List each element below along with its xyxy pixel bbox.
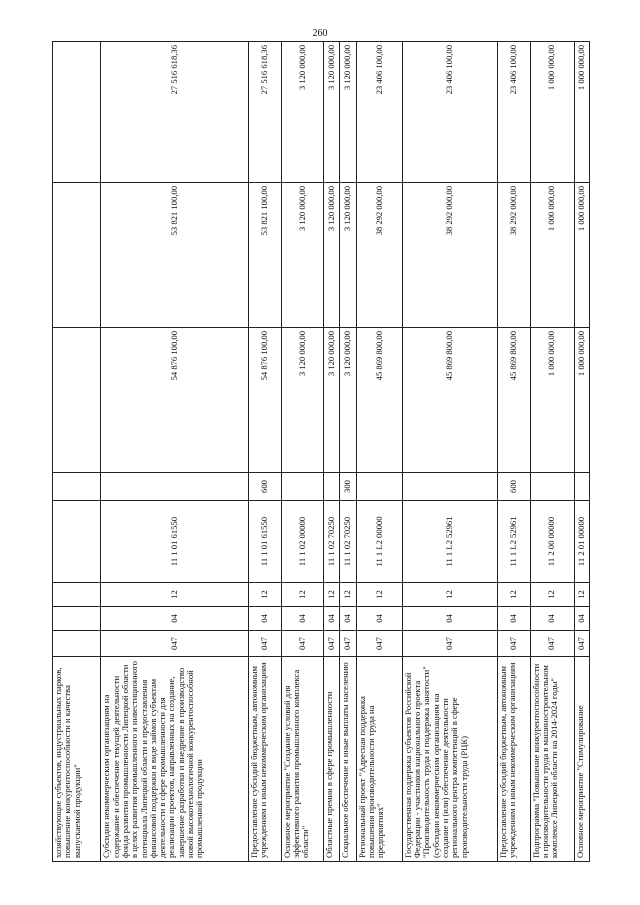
vr-cell (281, 473, 323, 501)
pr-cell: 12 (497, 583, 530, 607)
csr-cell: 11 2 01 00000 (574, 501, 589, 583)
sum-2023-cell: 3 120 000,00 (323, 183, 340, 328)
vr-cell: 600 (497, 473, 530, 501)
vr-cell: 600 (248, 473, 281, 501)
ved-cell: 047 (356, 631, 402, 657)
table-row (248, 42, 281, 862)
sum-2022-cell: 3 120 000,00 (340, 328, 357, 473)
vr-cell: 300 (340, 473, 357, 501)
vr-cell (402, 473, 497, 501)
pr-cell (53, 583, 101, 607)
sum-2022-cell: 3 120 000,00 (281, 328, 323, 473)
pr-cell: 12 (323, 583, 340, 607)
rz-cell: 04 (356, 607, 402, 631)
sum-2024-cell: 3 120 000,00 (281, 42, 323, 183)
csr-cell: 11 1 02 70250 (323, 501, 340, 583)
sum-2023-cell (53, 183, 101, 328)
vr-cell (356, 473, 402, 501)
ved-cell: 047 (323, 631, 340, 657)
sum-2022-cell: 54 876 100,00 (248, 328, 281, 473)
csr-cell: 11 1 02 00000 (281, 501, 323, 583)
csr-cell (53, 501, 101, 583)
table-row (323, 42, 340, 862)
row-name-cell: Социальное обеспечение и иные выплаты населению (340, 657, 357, 862)
rz-cell (53, 607, 101, 631)
sum-2023-cell: 3 120 000,00 (340, 183, 357, 328)
sum-2024-cell: 23 406 100,00 (356, 42, 402, 183)
vr-cell (530, 473, 574, 501)
table-row (53, 42, 101, 862)
sum-2024-cell: 1 000 000,00 (530, 42, 574, 183)
sum-2024-cell: 1 000 000,00 (574, 42, 589, 183)
row-name-cell: Основное мероприятие "Стимулирование (574, 657, 589, 862)
rz-cell: 04 (248, 607, 281, 631)
budget-table-rotated (52, 42, 590, 862)
sum-2023-cell: 3 120 000,00 (281, 183, 323, 328)
vr-cell (323, 473, 340, 501)
table-row (402, 42, 497, 862)
rz-cell: 04 (402, 607, 497, 631)
vr-cell (53, 473, 101, 501)
pr-cell: 12 (101, 583, 248, 607)
ved-cell: 047 (574, 631, 589, 657)
table-row (101, 42, 248, 862)
sum-2023-cell: 53 821 100,00 (101, 183, 248, 328)
pr-cell: 12 (248, 583, 281, 607)
sum-2022-cell: 54 876 100,00 (101, 328, 248, 473)
rz-cell: 04 (340, 607, 357, 631)
csr-cell: 11 1 L2 00000 (356, 501, 402, 583)
ved-cell: 047 (281, 631, 323, 657)
page-number: 260 (312, 28, 328, 39)
pr-cell: 12 (340, 583, 357, 607)
pr-cell: 12 (530, 583, 574, 607)
table-row (497, 42, 530, 862)
row-name-cell: Предоставление субсидий бюджетным, автономным учреждениям и иным некоммерческим организациям (248, 657, 281, 862)
sum-2023-cell: 1 000 000,00 (530, 183, 574, 328)
row-name-cell: Региональный проект "Адресная поддержка повышения производительности труда на предприятиях" (356, 657, 402, 862)
pr-cell: 12 (281, 583, 323, 607)
rz-cell: 04 (574, 607, 589, 631)
sum-2023-cell: 38 292 000,00 (497, 183, 530, 328)
sum-2022-cell (53, 328, 101, 473)
csr-cell: 11 1 02 70250 (340, 501, 357, 583)
row-name-cell: Областные премии в сфере промышленности (323, 657, 340, 862)
sum-2022-cell: 45 869 800,00 (497, 328, 530, 473)
sum-2024-cell: 23 406 100,00 (497, 42, 530, 183)
sum-2024-cell: 27 516 618,36 (101, 42, 248, 183)
table-row (340, 42, 357, 862)
pr-cell: 12 (402, 583, 497, 607)
row-name-cell: Субсидии некоммерческим организациям на содержание и обеспечение текущей деятельности фонда развития промышленности Липецкой области в целях развития промышленного и инвестиционного потенциала Липецкой области и предоставления финансовой поддержки в виде займов субъектам деятельности в сфере промышленности для реализации проектов, направленных на создание, завершение разработки и внедрение в производство новой высокотехнологичной конкурентоспособной промышленной продукции (101, 657, 248, 862)
ved-cell: 047 (248, 631, 281, 657)
csr-cell: 11 1 L2 52961 (402, 501, 497, 583)
sum-2024-cell: 27 516 618,36 (248, 42, 281, 183)
sum-2024-cell: 23 406 100,00 (402, 42, 497, 183)
ved-cell: 047 (497, 631, 530, 657)
pr-cell: 12 (574, 583, 589, 607)
budget-table (52, 41, 590, 862)
sum-2024-cell: 3 120 000,00 (340, 42, 357, 183)
sum-2022-cell: 1 000 000,00 (574, 328, 589, 473)
pr-cell: 12 (356, 583, 402, 607)
table-row (281, 42, 323, 862)
sum-2024-cell (53, 42, 101, 183)
rz-cell: 04 (497, 607, 530, 631)
table-row (356, 42, 402, 862)
ved-cell: 047 (101, 631, 248, 657)
ved-cell (53, 631, 101, 657)
csr-cell: 11 1 01 61550 (248, 501, 281, 583)
ved-cell: 047 (340, 631, 357, 657)
rz-cell: 04 (281, 607, 323, 631)
rz-cell: 04 (530, 607, 574, 631)
sum-2022-cell: 1 000 000,00 (530, 328, 574, 473)
sum-2023-cell: 38 292 000,00 (402, 183, 497, 328)
vr-cell (101, 473, 248, 501)
vr-cell (574, 473, 589, 501)
ved-cell: 047 (530, 631, 574, 657)
table-row (530, 42, 574, 862)
rz-cell: 04 (323, 607, 340, 631)
row-name-cell: Основное мероприятие "Создание условий для эффективного развития промышленного комплекса области" (281, 657, 323, 862)
table-row (574, 42, 589, 862)
rz-cell: 04 (101, 607, 248, 631)
sum-2023-cell: 1 000 000,00 (574, 183, 589, 328)
row-name-cell: Подпрограмма "Повышение конкурентоспособности и производительности труда в машиностроительном комплексе Липецкой области на 2014-2024 годы" (530, 657, 574, 862)
sum-2023-cell: 53 821 100,00 (248, 183, 281, 328)
row-name-cell: Государственная поддержка субъектов Российской Федерации - участников национального проекта "Производительность труда и поддержка занятости" (субсидии некоммерческим организациям на создание и (или) обеспечение деятельности регионального центра компетенций в сфере производительности труда (РЦК) (402, 657, 497, 862)
sum-2022-cell: 45 869 800,00 (356, 328, 402, 473)
csr-cell: 11 1 01 61550 (101, 501, 248, 583)
csr-cell: 11 1 L2 52961 (497, 501, 530, 583)
sum-2022-cell: 3 120 000,00 (323, 328, 340, 473)
row-name-cell: Предоставление субсидий бюджетным, автономным учреждениям и иным некоммерческим организациям (497, 657, 530, 862)
ved-cell: 047 (402, 631, 497, 657)
csr-cell: 11 2 00 00000 (530, 501, 574, 583)
row-name-cell: хозяйствующие субъектов, индустриальных парков, повышение конкурентоспособности и качества выпускаемой продукции" (53, 657, 101, 862)
sum-2022-cell: 45 869 800,00 (402, 328, 497, 473)
sum-2024-cell: 3 120 000,00 (323, 42, 340, 183)
sum-2023-cell: 38 292 000,00 (356, 183, 402, 328)
